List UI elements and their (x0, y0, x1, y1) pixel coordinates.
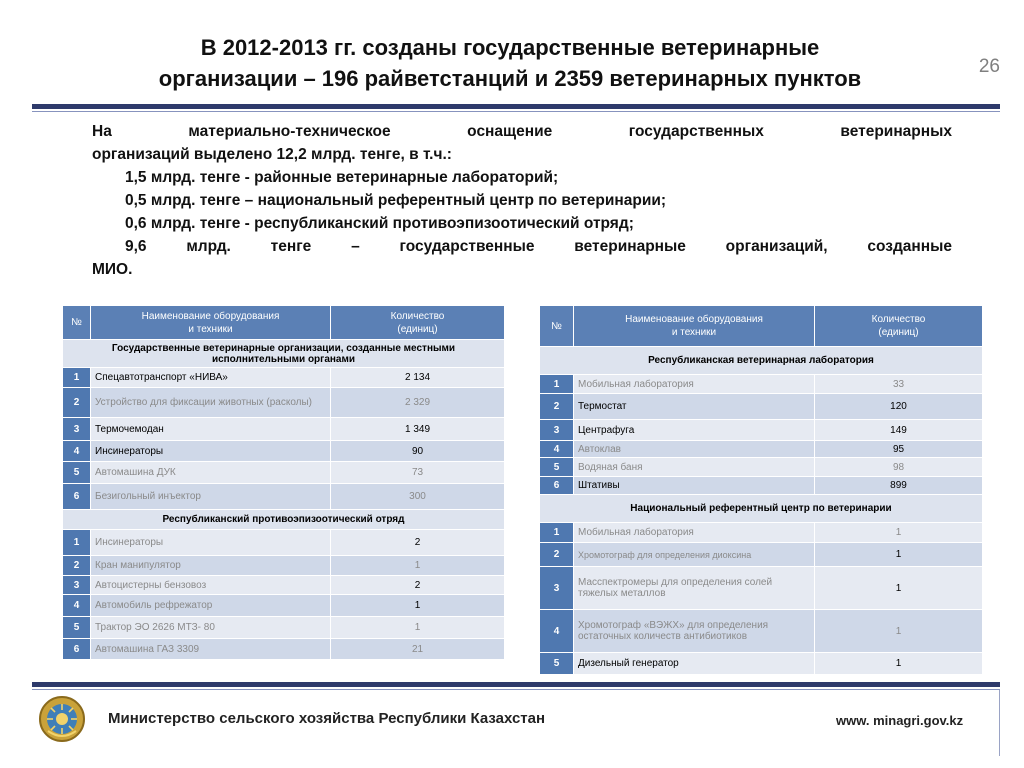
row-qty: 21 (331, 639, 505, 660)
table-section-title: Государственные ветеринарные организации, созданные местными исполнительными органами (63, 340, 505, 368)
row-name: Хромотограф «ВЭЖХ» для определения остаточных количеств антибиотиков (574, 610, 815, 653)
col-header-name: Наименование оборудования и техники (574, 306, 815, 347)
intro-item: 0,5 млрд. тенге – национальный референтный центр по ветеринарии; (125, 192, 667, 209)
row-qty: 1 (815, 653, 983, 675)
row-number: 1 (540, 523, 574, 543)
row-number: 6 (63, 639, 91, 660)
row-name: Мобильная лаборатория (574, 523, 815, 543)
row-number: 4 (540, 610, 574, 653)
row-qty: 1 (331, 617, 505, 639)
row-qty: 1 (815, 523, 983, 543)
row-number: 5 (540, 653, 574, 675)
intro-last-line2: МИО. (92, 261, 133, 278)
row-number: 3 (540, 567, 574, 610)
row-number: 5 (63, 617, 91, 639)
row-number: 6 (63, 484, 91, 510)
row-name: Автоцистерны бензовоз (91, 576, 331, 595)
row-number: 5 (63, 462, 91, 484)
row-name: Кран манипулятор (91, 556, 331, 576)
row-number: 1 (63, 530, 91, 556)
row-number: 2 (540, 543, 574, 567)
row-name: Водяная баня (574, 458, 815, 477)
row-number: 4 (63, 441, 91, 462)
col-header-number: № (63, 306, 91, 340)
footer-divider (32, 682, 1000, 687)
row-number: 3 (63, 576, 91, 595)
row-name: Трактор ЭО 2626 МТЗ- 80 (91, 617, 331, 639)
row-qty: 2 (331, 530, 505, 556)
row-qty: 2 134 (331, 368, 505, 388)
col-header-number: № (540, 306, 574, 347)
header-divider-thin (32, 111, 1000, 112)
row-qty: 95 (815, 441, 983, 458)
row-number: 2 (63, 556, 91, 576)
row-number: 4 (63, 595, 91, 617)
row-name: Центрафуга (574, 420, 815, 441)
row-qty: 1 (815, 610, 983, 653)
table-section-title: Республиканский противоэпизоотический отряд (63, 510, 505, 530)
equipment-table-right (539, 305, 983, 675)
col-header-qty: Количество (единиц) (331, 306, 505, 340)
equipment-table-left (62, 305, 505, 660)
row-name: Безигольный инъектор (91, 484, 331, 510)
row-qty: 1 349 (331, 418, 505, 441)
intro-item: 1,5 млрд. тенге - районные ветеринарные лабораторий; (125, 169, 559, 186)
row-name: Автоклав (574, 441, 815, 458)
row-number: 3 (540, 420, 574, 441)
intro-line2: организаций выделено 12,2 млрд. тенге, в т.ч.: (92, 146, 452, 163)
row-name: Инсинераторы (91, 441, 331, 462)
row-qty: 73 (331, 462, 505, 484)
row-qty: 149 (815, 420, 983, 441)
row-number: 2 (540, 394, 574, 420)
row-qty: 33 (815, 375, 983, 394)
row-number: 5 (540, 458, 574, 477)
row-qty: 90 (331, 441, 505, 462)
website-link[interactable]: www. minagri.gov.kz (836, 713, 964, 728)
row-name: Автомобиль рефрежатор (91, 595, 331, 617)
row-qty: 300 (331, 484, 505, 510)
intro-last-line1: 9,6 млрд. тенге – государственные ветеринарные организаций, созданные (125, 238, 952, 255)
row-number: 3 (63, 418, 91, 441)
row-qty: 1 (331, 595, 505, 617)
col-header-qty: Количество (единиц) (815, 306, 983, 347)
row-number: 4 (540, 441, 574, 458)
row-qty: 2 329 (331, 388, 505, 418)
kazakhstan-emblem-icon (38, 695, 86, 743)
slide-title-line2: организации – 196 райветстанций и 2359 ветеринарных пунктов (158, 66, 862, 91)
row-qty: 2 (331, 576, 505, 595)
row-name: Масспектромеры для определения солей тяжелых металлов (574, 567, 815, 610)
row-number: 1 (540, 375, 574, 394)
intro-line1: На материально-техническое оснащение государственных ветеринарных (92, 123, 952, 140)
slide-title-line1: В 2012-2013 гг. созданы государственные ветеринарные (200, 35, 820, 60)
header-divider (32, 104, 1000, 109)
row-qty: 899 (815, 477, 983, 495)
row-number: 1 (63, 368, 91, 388)
row-qty: 98 (815, 458, 983, 477)
row-qty: 1 (815, 567, 983, 610)
footer-side-line (999, 690, 1000, 756)
row-name: Инсинераторы (91, 530, 331, 556)
row-name: Хромотограф для определения диоксина (574, 543, 815, 567)
row-name: Автомашина ГАЗ 3309 (91, 639, 331, 660)
row-name: Спецавтотранспорт «НИВА» (91, 368, 331, 388)
row-number: 2 (63, 388, 91, 418)
row-name: Штативы (574, 477, 815, 495)
row-name: Термочемодан (91, 418, 331, 441)
ministry-name: Министерство сельского хозяйства Республики Казахстан (108, 710, 546, 727)
row-number: 6 (540, 477, 574, 495)
row-name: Автомашина ДУК (91, 462, 331, 484)
table-section-title: Республиканская ветеринарная лаборатория (540, 347, 983, 375)
row-name: Дизельный генератор (574, 653, 815, 675)
col-header-name: Наименование оборудования и техники (91, 306, 331, 340)
row-name: Устройство для фиксации животных (расколы) (91, 388, 331, 418)
row-qty: 1 (815, 543, 983, 567)
slide-number: 26 (978, 56, 1000, 77)
row-name: Мобильная лаборатория (574, 375, 815, 394)
intro-text (92, 120, 952, 281)
slide-title (40, 32, 980, 94)
row-qty: 120 (815, 394, 983, 420)
row-name: Термостат (574, 394, 815, 420)
intro-item: 0,6 млрд. тенге - республиканский противоэпизоотический отряд; (125, 215, 634, 232)
footer-divider-thin (32, 689, 1000, 690)
row-qty: 1 (331, 556, 505, 576)
table-section-title: Национальный референтный центр по ветеринарии (540, 495, 983, 523)
